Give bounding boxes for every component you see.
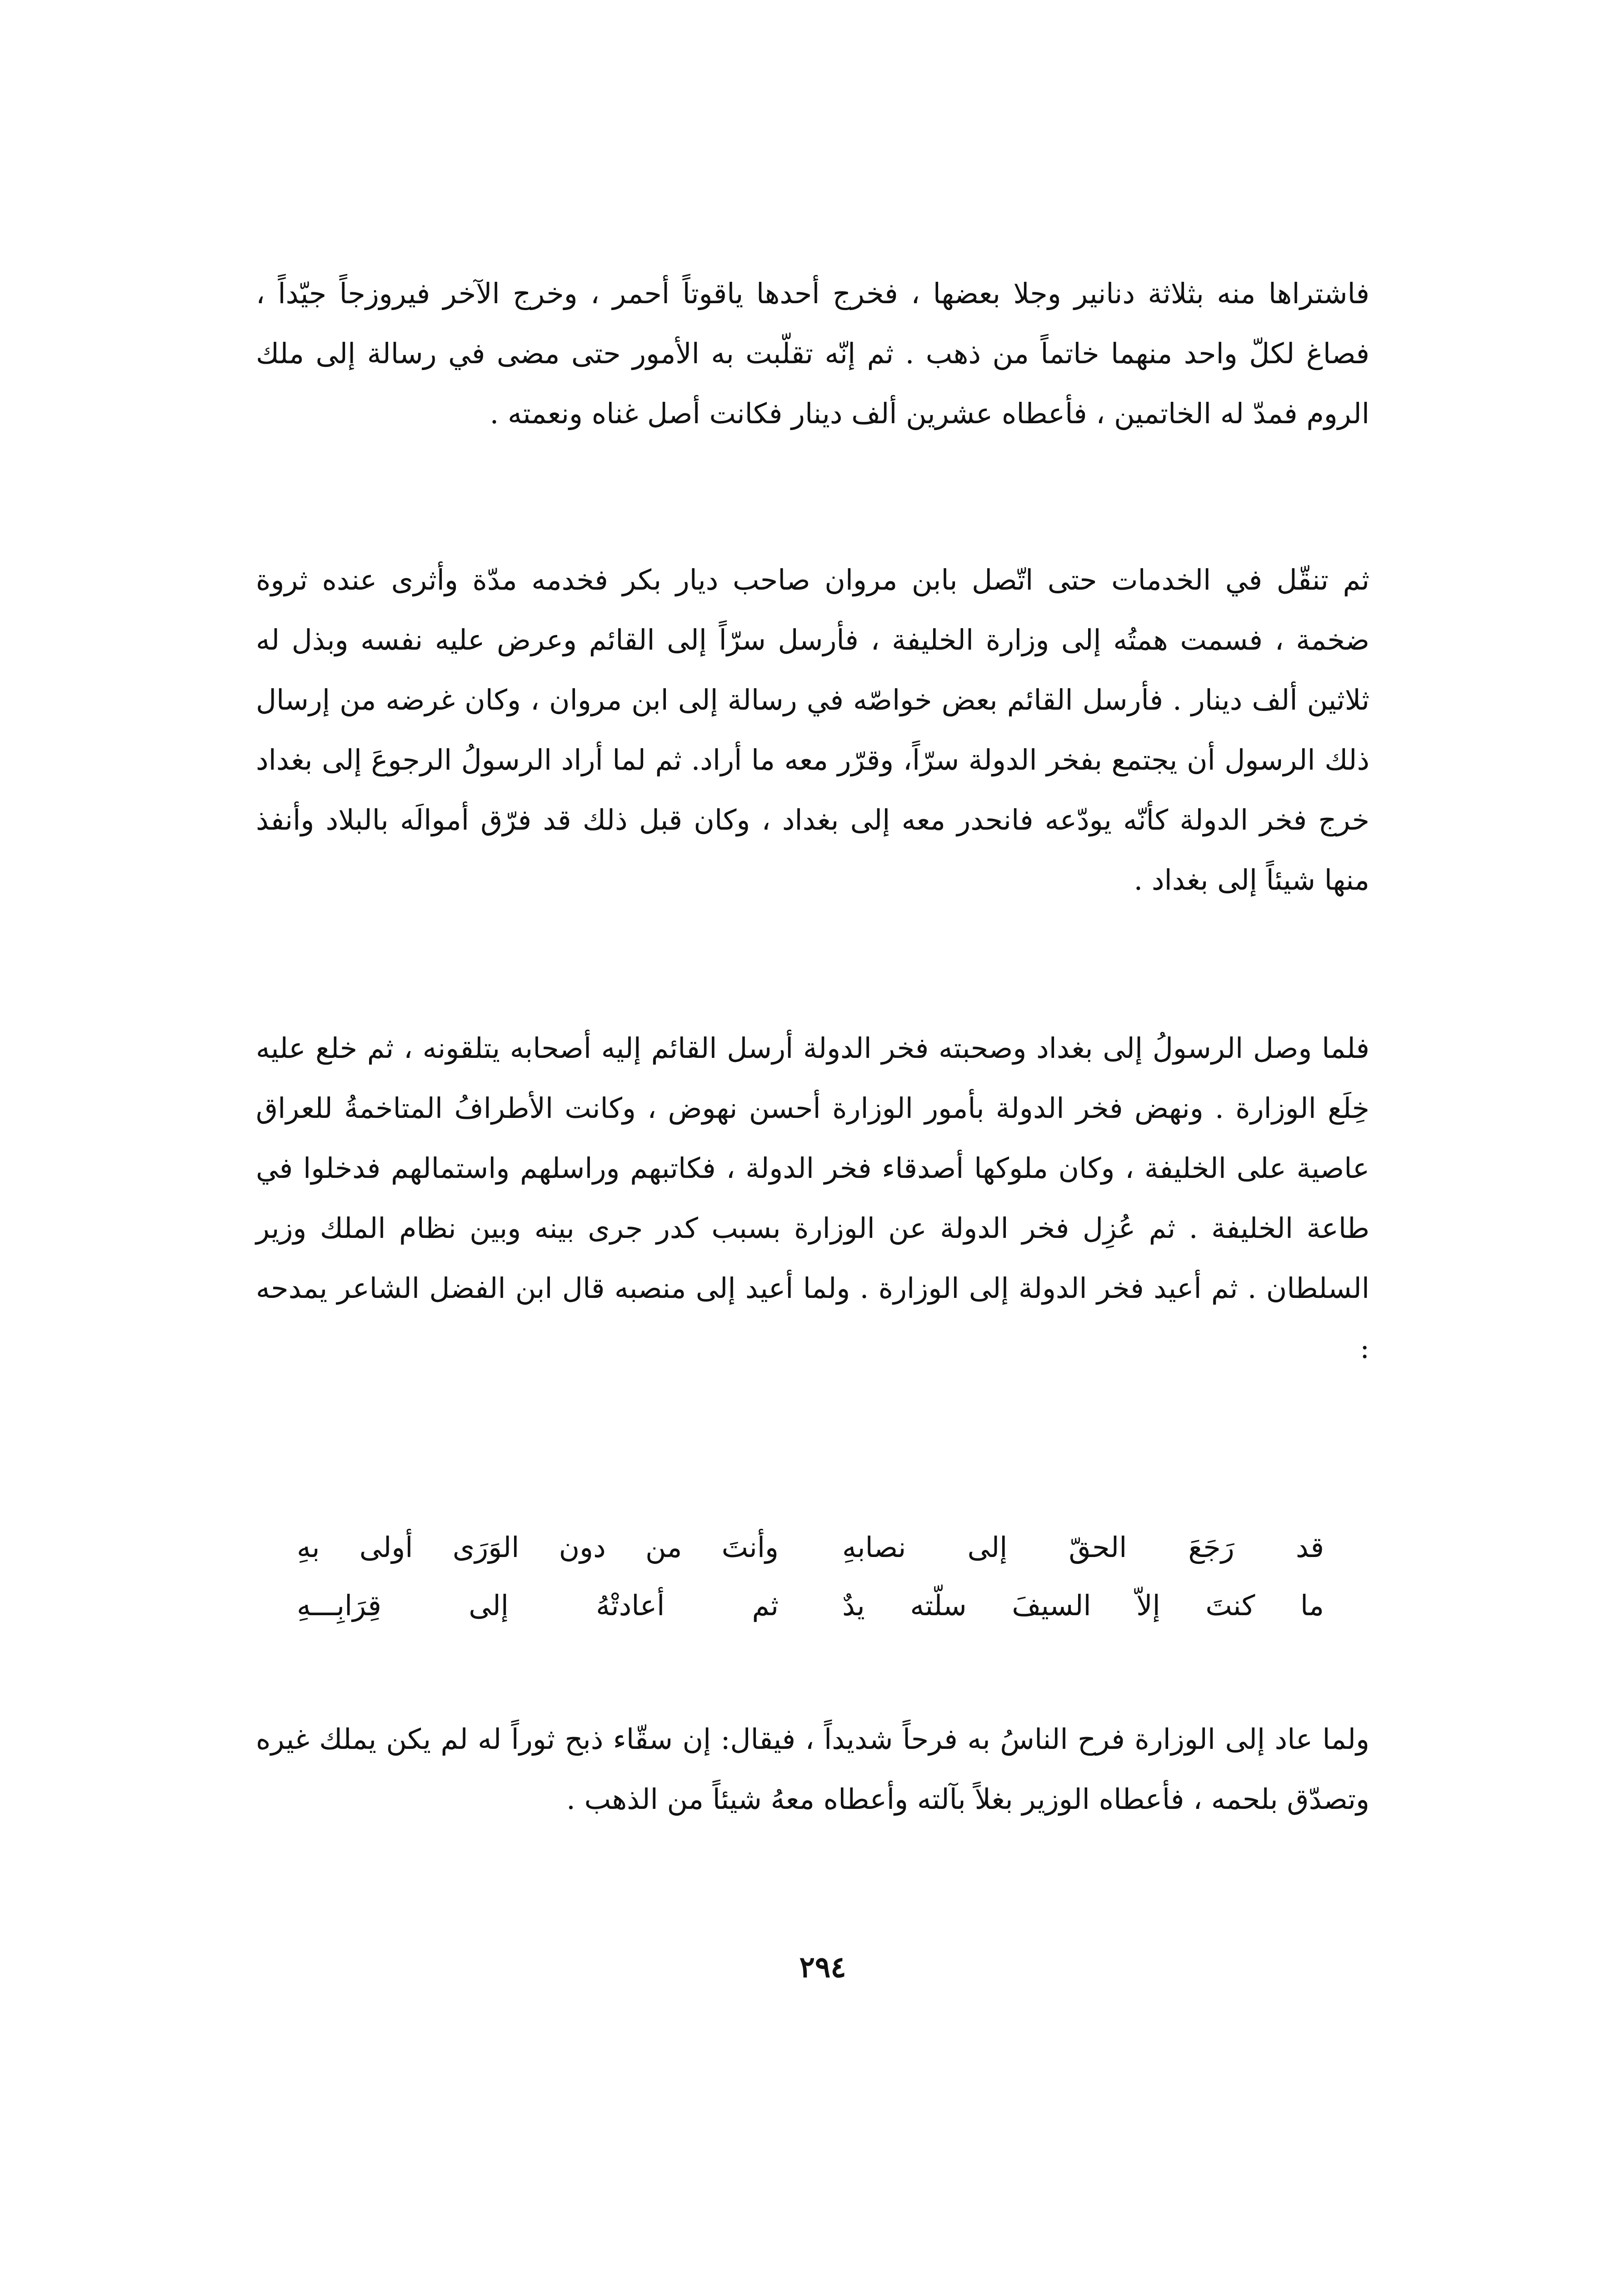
verse-1-second-hemistich: وأنتَ من دون الوَرَى أولى بهِ <box>297 1531 779 1564</box>
verse-2-first-hemistich: ما كنتَ إلاّ السيفَ سلّته يدٌ <box>842 1589 1324 1622</box>
poem-verse-2 <box>297 1577 1324 1635</box>
paragraph-2: ثم تنقّل في الخدمات حتى اتّصل بابن مروان صاحب ديار بكر فخدمه مدّة وأثرى عنده ثروة ضخمة ، فسمت همتُه إلى وزارة الخليفة ، فأرسل سرّاً إلى القائم وعرض عليه نفسه وبذل له ثلاثين ألف دينار . فأرسل القائم بعض خواصّه في رسالة إلى ابن مروان ، وكان غرضه من إرسال ذلك الرسول أن يجتمع بفخر الدولة سرّاً، وقرّر معه ما أراد. ثم لما أراد الرسولُ الرجوعَ إلى بغداد خرج فخر الدولة كأنّه يودّعه فانحدر معه إلى بغداد ، وكان قبل ذلك قد فرّق أموالَه بالبلاد وأنفذ منها شيئاً إلى بغداد . <box>256 563 1369 896</box>
paragraph-3: فلما وصل الرسولُ إلى بغداد وصحبته فخر الدولة أرسل القائم إليه أصحابه يتلقونه ، ثم خلع عليه خِلَع الوزارة . ونهض فخر الدولة بأمور الوزارة أحسن نهوض ، وكانت الأطرافُ المتاخمةُ للعراق عاصية على الخليفة ، وكان ملوكها أصدقاء فخر الدولة ، فكاتبهم وراسلهم واستمالهم فدخلوا في طاعة الخليفة . ثم عُزِل فخر الدولة عن الوزارة بسبب كدر جرى بينه وبين نظام الملك وزير السلطان . ثم أعيد فخر الدولة إلى الوزارة . ولما أعيد إلى منصبه قال ابن الفضل الشاعر يمدحه : <box>256 1031 1369 1365</box>
poem <box>297 1518 1324 1635</box>
paragraph-1: فاشتراها منه بثلاثة دنانير وجلا بعضها ، فخرج أحدها ياقوتاً أحمر ، وخرج الآخر فيروزجاً جيّداً ، فصاغ لكلّ واحد منهما خاتماً من ذهب . ثم إنّه تقلّبت به الأمور حتى مضى في رسالة إلى ملك الروم فمدّ له الخاتمين ، فأعطاه عشرين ألف دينار فكانت أصل غناه ونعمته . <box>256 277 1369 430</box>
paragraph-4: ولما عاد إلى الوزارة فرح الناسُ به فرحاً شديداً ، فيقال: إن سقّاء ذبح ثوراً له لم يكن يملك غيره وتصدّق بلحمه ، فأعطاه الوزير بغلاً بآلته وأعطاه معهُ شيئاً من الذهب . <box>256 1722 1369 1816</box>
verse-1-first-hemistich: قد رَجَعَ الحقّ إلى نصابهِ <box>842 1531 1324 1564</box>
poem-verse-1 <box>297 1518 1324 1577</box>
page-number: ٢٩٤ <box>799 1950 846 1984</box>
verse-2-second-hemistich: ثم أعادتْهُ إلى قِرَابِـــهِ <box>297 1589 779 1622</box>
